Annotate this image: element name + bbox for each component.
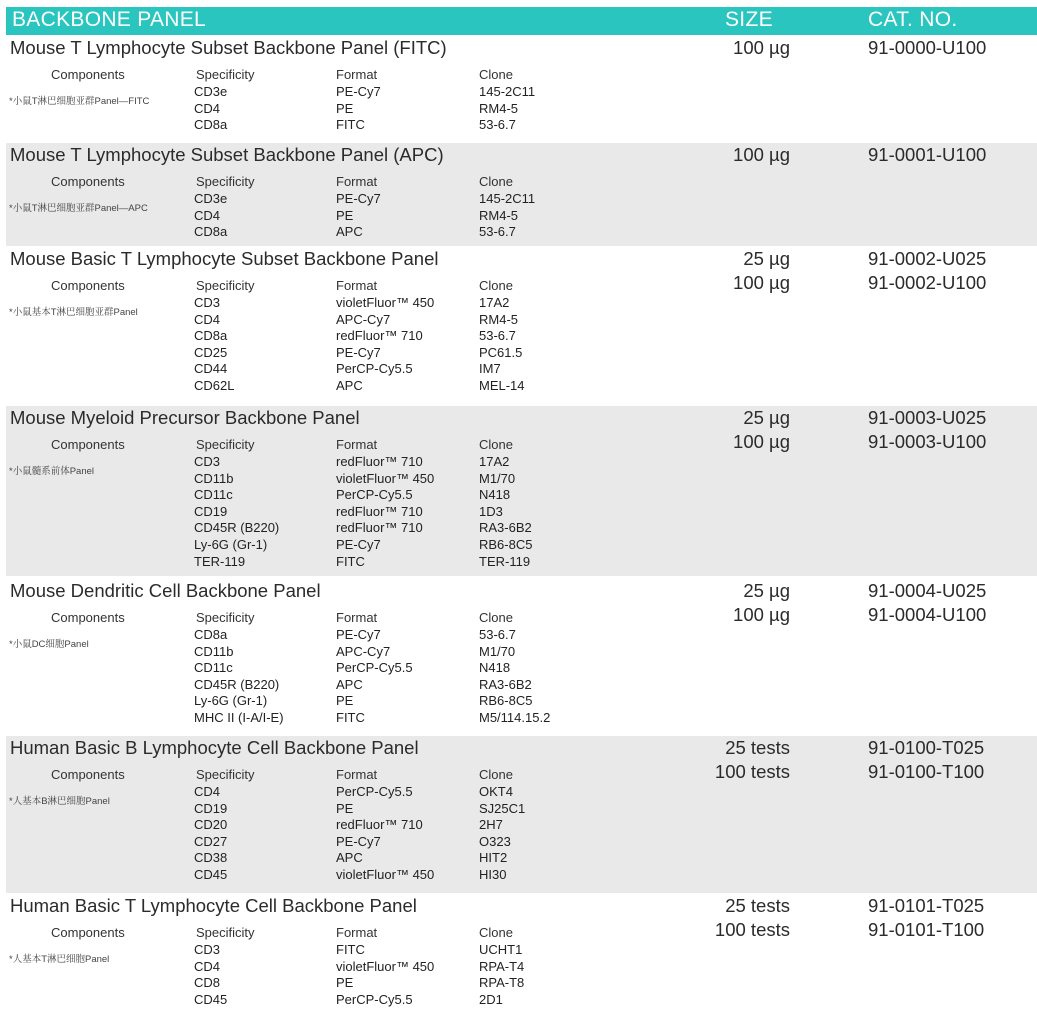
panel bbox=[6, 247, 1037, 402]
format-cell: PerCP-Cy5.5 bbox=[336, 487, 413, 503]
specificity-label: Specificity bbox=[196, 437, 255, 452]
specificity-cell: Ly-6G (Gr-1) bbox=[194, 537, 268, 552]
panel-size: 100 µg bbox=[733, 37, 790, 58]
specificity-cell: CD8a bbox=[194, 328, 228, 344]
clone-cell: 53-6.7 bbox=[479, 328, 516, 344]
specificity-cell: CD11c bbox=[194, 487, 233, 503]
specificity-cell: CD45 bbox=[194, 991, 228, 1007]
header-title: BACKBONE PANEL bbox=[12, 8, 207, 31]
specificity-cell: CD38 bbox=[194, 850, 228, 866]
panel-title: Human Basic T Lymphocyte Cell Backbone Panel bbox=[10, 895, 417, 916]
format-label: Format bbox=[336, 437, 378, 452]
clone-cell: N418 bbox=[479, 660, 511, 676]
format-cell: APC-Cy7 bbox=[336, 311, 391, 327]
clone-label: Clone bbox=[479, 174, 513, 189]
specificity-label: Specificity bbox=[196, 767, 255, 782]
format-cell: violetFluor™ 450 bbox=[336, 295, 435, 310]
clone-label: Clone bbox=[479, 925, 513, 940]
format-cell: APC bbox=[336, 676, 363, 692]
clone-cell: IM7 bbox=[479, 361, 501, 377]
specificity-cell: CD8 bbox=[194, 975, 221, 991]
panel-title: Mouse Myeloid Precursor Backbone Panel bbox=[10, 407, 360, 428]
panel-cat-no: 91-0100-T025 bbox=[868, 737, 985, 758]
clone-label: Clone bbox=[479, 767, 513, 782]
format-cell: PE-Cy7 bbox=[336, 191, 381, 206]
specificity-cell: CD44 bbox=[194, 361, 228, 377]
format-cell: PE-Cy7 bbox=[336, 627, 381, 642]
panel-cat-no: 91-0004-U100 bbox=[868, 604, 987, 625]
panel-cat-no: 91-0000-U100 bbox=[868, 37, 987, 58]
format-cell: FITC bbox=[336, 553, 365, 569]
specificity-cell: CD11c bbox=[194, 660, 233, 676]
panel-size: 100 µg bbox=[733, 144, 790, 165]
components-label: Components bbox=[51, 767, 125, 782]
format-cell: PE bbox=[336, 207, 354, 223]
clone-cell: RM4-5 bbox=[479, 100, 519, 116]
panel-size: 100 µg bbox=[733, 272, 790, 293]
specificity-cell: CD4 bbox=[194, 207, 221, 223]
specificity-cell: CD3 bbox=[194, 454, 221, 469]
panel-cat-no: 91-0100-T100 bbox=[868, 761, 985, 782]
panel-size: 25 µg bbox=[743, 248, 790, 269]
panel-size: 25 tests bbox=[725, 737, 790, 758]
clone-cell: RM4-5 bbox=[479, 207, 519, 223]
panel-size: 25 tests bbox=[725, 895, 790, 916]
panel-cat-no: 91-0101-T025 bbox=[868, 895, 985, 916]
format-cell: FITC bbox=[336, 942, 365, 957]
panel bbox=[6, 406, 1037, 576]
format-cell: redFluor™ 710 bbox=[336, 328, 423, 344]
clone-cell: 2H7 bbox=[479, 817, 503, 833]
panel-cat-no: 91-0101-T100 bbox=[868, 919, 985, 940]
panel-cat-no: 91-0004-U025 bbox=[868, 580, 987, 601]
panel-cat-no: 91-0002-U100 bbox=[868, 272, 987, 293]
panel-title: Mouse T Lymphocyte Subset Backbone Panel (FITC) bbox=[10, 37, 447, 58]
panel-chinese-name: *小鼠DC细胞Panel bbox=[9, 639, 89, 650]
specificity-cell: CD4 bbox=[194, 311, 221, 327]
clone-cell: RB6-8C5 bbox=[479, 693, 533, 709]
specificity-cell: CD45R (B220) bbox=[194, 676, 280, 692]
format-label: Format bbox=[336, 767, 378, 782]
header-size: SIZE bbox=[725, 8, 773, 31]
clone-cell: PC61.5 bbox=[479, 344, 523, 360]
panel-cat-no: 91-0001-U100 bbox=[868, 144, 987, 165]
clone-cell: N418 bbox=[479, 487, 511, 503]
components-label: Components bbox=[51, 437, 125, 452]
panel-size: 25 µg bbox=[743, 407, 790, 428]
specificity-cell: CD8a bbox=[194, 627, 228, 642]
clone-cell: OKT4 bbox=[479, 784, 513, 799]
specificity-cell: CD25 bbox=[194, 344, 228, 360]
specificity-cell: CD4 bbox=[194, 784, 221, 799]
panel-title: Mouse Dendritic Cell Backbone Panel bbox=[10, 580, 321, 601]
format-cell: PE-Cy7 bbox=[336, 344, 381, 360]
format-label: Format bbox=[336, 278, 378, 293]
clone-cell: O323 bbox=[479, 833, 511, 849]
format-cell: redFluor™ 710 bbox=[336, 520, 423, 536]
clone-cell: 17A2 bbox=[479, 295, 510, 310]
specificity-cell: CD3e bbox=[194, 84, 228, 99]
specificity-label: Specificity bbox=[196, 67, 255, 82]
specificity-cell: CD62L bbox=[194, 378, 235, 393]
specificity-cell: Ly-6G (Gr-1) bbox=[194, 693, 268, 709]
panel-size: 100 µg bbox=[733, 431, 790, 452]
specificity-label: Specificity bbox=[196, 174, 255, 189]
panel-size: 100 µg bbox=[733, 604, 790, 625]
format-cell: APC bbox=[336, 378, 363, 393]
format-cell: violetFluor™ 450 bbox=[336, 958, 435, 974]
specificity-cell: CD8a bbox=[194, 224, 228, 240]
clone-cell: RM4-5 bbox=[479, 311, 519, 327]
clone-label: Clone bbox=[479, 437, 513, 452]
format-cell: redFluor™ 710 bbox=[336, 454, 423, 469]
format-cell: FITC bbox=[336, 117, 365, 133]
clone-cell: SJ25C1 bbox=[479, 800, 526, 816]
specificity-cell: CD3 bbox=[194, 942, 221, 957]
format-label: Format bbox=[336, 174, 378, 189]
specificity-label: Specificity bbox=[196, 610, 255, 625]
format-cell: PE-Cy7 bbox=[336, 84, 381, 99]
clone-cell: 53-6.7 bbox=[479, 627, 516, 642]
panel-title: Human Basic B Lymphocyte Cell Backbone Panel bbox=[10, 737, 419, 758]
specificity-cell: CD45R (B220) bbox=[194, 520, 280, 536]
panel bbox=[6, 894, 1037, 1016]
specificity-cell: TER-119 bbox=[194, 553, 246, 569]
specificity-cell: CD27 bbox=[194, 833, 228, 849]
format-cell: PE bbox=[336, 800, 354, 816]
clone-cell: UCHT1 bbox=[479, 942, 523, 957]
panel-cat-no: 91-0002-U025 bbox=[868, 248, 987, 269]
clone-cell: HI30 bbox=[479, 867, 507, 882]
specificity-cell: CD11b bbox=[194, 643, 234, 659]
header-cat-no: CAT. NO. bbox=[868, 8, 958, 31]
clone-cell: M5/114.15.2 bbox=[479, 710, 551, 725]
specificity-cell: CD8a bbox=[194, 117, 228, 133]
clone-cell: M1/70 bbox=[479, 470, 516, 486]
format-cell: violetFluor™ 450 bbox=[336, 470, 435, 486]
format-cell: PE bbox=[336, 100, 354, 116]
format-cell: PE-Cy7 bbox=[336, 537, 381, 552]
specificity-cell: CD4 bbox=[194, 958, 221, 974]
format-cell: PE bbox=[336, 975, 354, 991]
clone-cell: 2D1 bbox=[479, 991, 503, 1007]
panel bbox=[6, 579, 1037, 733]
format-label: Format bbox=[336, 610, 378, 625]
format-cell: APC bbox=[336, 224, 363, 240]
panel-cat-no: 91-0003-U025 bbox=[868, 407, 987, 428]
components-label: Components bbox=[51, 174, 125, 189]
format-cell: redFluor™ 710 bbox=[336, 503, 423, 519]
components-label: Components bbox=[51, 278, 125, 293]
format-cell: APC-Cy7 bbox=[336, 643, 391, 659]
format-cell: PerCP-Cy5.5 bbox=[336, 991, 413, 1007]
format-cell: PE-Cy7 bbox=[336, 833, 381, 849]
clone-cell: M1/70 bbox=[479, 643, 516, 659]
components-label: Components bbox=[51, 67, 125, 82]
clone-cell: 53-6.7 bbox=[479, 117, 516, 133]
panel-chinese-name: *小鼠髓系前体Panel bbox=[9, 466, 94, 477]
format-cell: PerCP-Cy5.5 bbox=[336, 660, 413, 676]
clone-cell: 17A2 bbox=[479, 454, 510, 469]
table-header bbox=[6, 7, 1037, 35]
clone-label: Clone bbox=[479, 67, 513, 82]
panel-chinese-name: *人基本B淋巴细胞Panel bbox=[9, 796, 110, 807]
clone-cell: TER-119 bbox=[479, 553, 531, 569]
format-label: Format bbox=[336, 925, 378, 940]
components-label: Components bbox=[51, 610, 125, 625]
panel-title: Mouse T Lymphocyte Subset Backbone Panel (APC) bbox=[10, 144, 444, 165]
specificity-cell: MHC II (I-A/I-E) bbox=[194, 710, 284, 725]
specificity-label: Specificity bbox=[196, 925, 255, 940]
format-cell: redFluor™ 710 bbox=[336, 817, 423, 833]
format-cell: violetFluor™ 450 bbox=[336, 867, 435, 882]
specificity-cell: CD20 bbox=[194, 817, 228, 833]
panel-chinese-name: *小鼠基本T淋巴细胞亚群Panel bbox=[9, 307, 138, 318]
specificity-cell: CD4 bbox=[194, 100, 221, 116]
format-cell: PerCP-Cy5.5 bbox=[336, 361, 413, 377]
specificity-cell: CD11b bbox=[194, 470, 234, 486]
clone-cell: 145-2C11 bbox=[479, 84, 536, 99]
clone-label: Clone bbox=[479, 610, 513, 625]
clone-label: Clone bbox=[479, 278, 513, 293]
clone-cell: RA3-6B2 bbox=[479, 676, 532, 692]
panel bbox=[6, 36, 1037, 142]
format-cell: FITC bbox=[336, 710, 365, 725]
panel-size: 25 µg bbox=[743, 580, 790, 601]
panel-chinese-name: *人基本T淋巴细胞Panel bbox=[9, 954, 110, 965]
format-cell: PerCP-Cy5.5 bbox=[336, 784, 413, 799]
clone-cell: HIT2 bbox=[479, 850, 508, 866]
clone-cell: MEL-14 bbox=[479, 378, 525, 393]
panel-size: 100 tests bbox=[714, 761, 790, 782]
specificity-cell: CD45 bbox=[194, 867, 228, 882]
clone-cell: 1D3 bbox=[479, 503, 503, 519]
specificity-cell: CD19 bbox=[194, 800, 228, 816]
panel-chinese-name: *小鼠T淋巴细胞亚群Panel—APC bbox=[9, 203, 148, 214]
clone-cell: 53-6.7 bbox=[479, 224, 516, 240]
specificity-cell: CD3e bbox=[194, 191, 228, 206]
panel-size: 100 tests bbox=[714, 919, 790, 940]
panel-chinese-name: *小鼠T淋巴细胞亚群Panel—FITC bbox=[9, 96, 150, 107]
components-label: Components bbox=[51, 925, 125, 940]
specificity-cell: CD19 bbox=[194, 503, 228, 519]
format-cell: PE bbox=[336, 693, 354, 709]
clone-cell: 145-2C11 bbox=[479, 191, 536, 206]
panel-cat-no: 91-0003-U100 bbox=[868, 431, 987, 452]
format-label: Format bbox=[336, 67, 378, 82]
specificity-label: Specificity bbox=[196, 278, 255, 293]
format-cell: APC bbox=[336, 850, 363, 866]
clone-cell: RPA-T8 bbox=[479, 975, 525, 991]
clone-cell: RB6-8C5 bbox=[479, 537, 533, 552]
panel bbox=[6, 143, 1037, 246]
specificity-cell: CD3 bbox=[194, 295, 221, 310]
panel-title: Mouse Basic T Lymphocyte Subset Backbone Panel bbox=[10, 248, 439, 269]
panel bbox=[6, 736, 1037, 893]
clone-cell: RPA-T4 bbox=[479, 958, 525, 974]
clone-cell: RA3-6B2 bbox=[479, 520, 532, 536]
